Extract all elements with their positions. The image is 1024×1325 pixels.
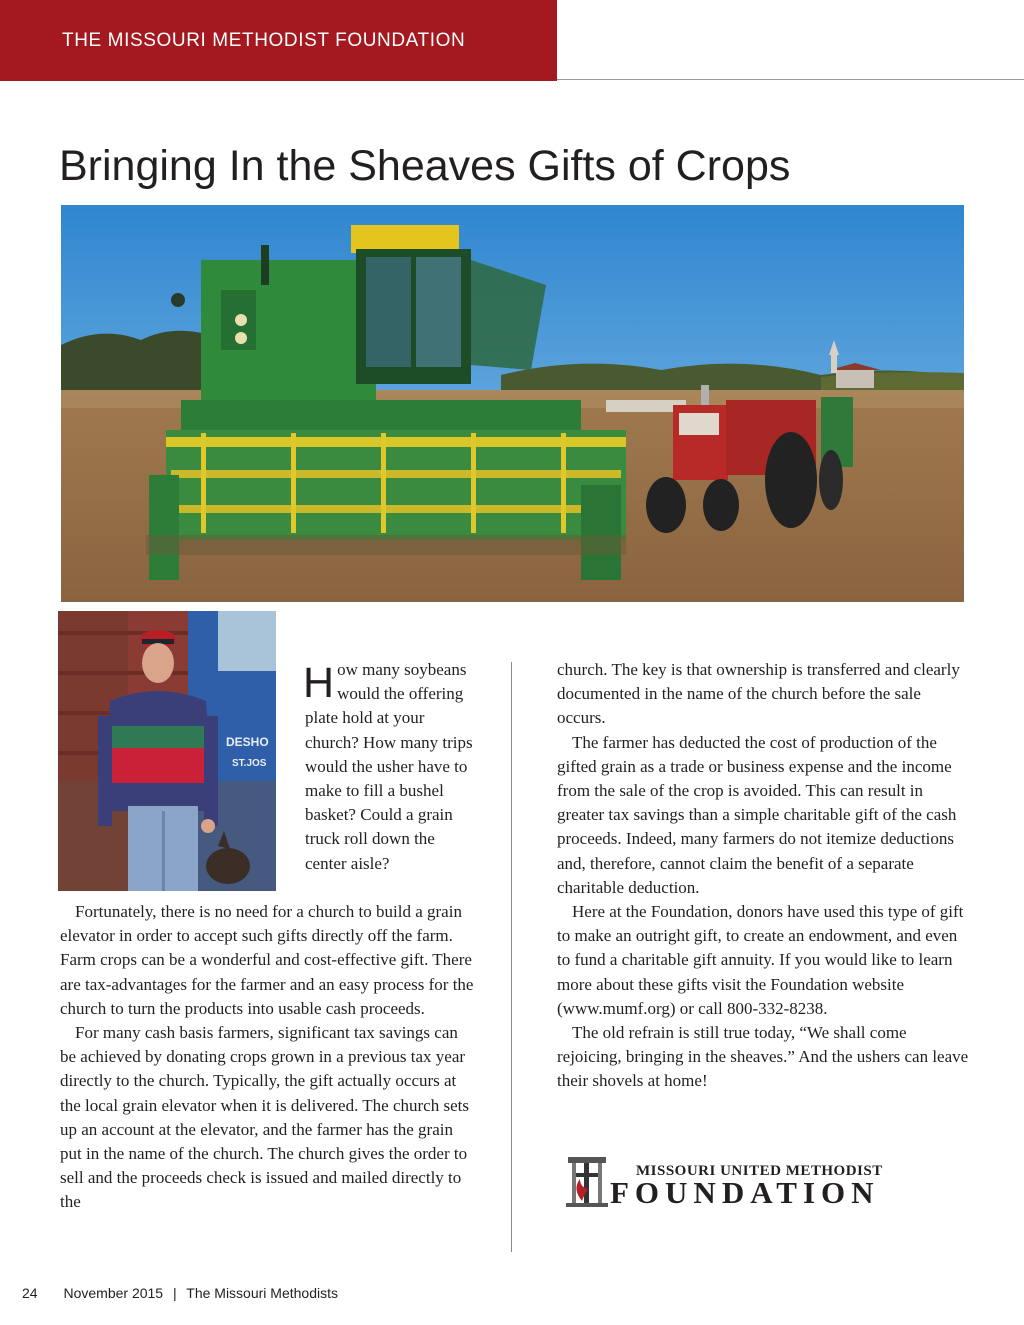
column-divider [511,662,512,1252]
publisher-name: THE MISSOURI METHODIST FOUNDATION [62,30,466,51]
body-paragraph: The farmer has deducted the cost of production of the gifted grain as a trade or business expense and the income from the sale of the crop is avoided. This can result in greater tax savings than a simple charitable gift of the cash proceeds. Indeed, many farmers do not itemize deductions and, therefore, cannot claim the benefit of a separate charitable deduction. [557,732,957,897]
body-paragraph: Here at the Foundation, donors have used this type of gift to make an outright gift, to create an endowment, and even to fund a charitable gift annuity. If you would like to learn more about these gifts visit the Foundation website (www.mumf.org) or call 800-332-8238. [557,902,964,1018]
page-footer [22,1285,338,1301]
drop-cap: H [303,659,335,707]
logo-line-1: MISSOURI UNITED METHODIST [636,1163,883,1179]
left-column [60,900,478,1215]
page-number: 24 [22,1285,38,1301]
farmer-portrait-illustration [58,611,276,891]
cross-and-flame-icon [566,1155,608,1207]
header-band [0,0,557,81]
issue-date: November 2015 [63,1285,164,1301]
body-paragraph: Fortunately, there is no need for a church to build a grain elevator in order to accept such gifts directly off the farm. Farm crops can be a wonderful and cost-effective gift. There are tax-advantages for the farmer and an easy process for the church to turn the products into usable cash proceeds. [60,902,474,1018]
svg-text:DESHO: DESHO [226,735,269,749]
footer-separator: | [172,1285,177,1301]
body-paragraph: For many cash basis farmers, significant tax savings can be achieved by donating crops grown in a previous tax year directly to the church. Typically, the gift actually occurs at the local grain elevator when it is delivered. The church sets up an account at the elevator, and the farmer has the grain put in the name of the church. The church gives the order to sell and the proceeds check is issued and mailed directly to the [60,1023,469,1212]
hero-photo-illustration [61,205,964,602]
lead-text-block [305,658,475,876]
farmer-portrait-photo [58,611,276,891]
lead-paragraph [305,658,475,876]
foundation-logo [566,1155,911,1210]
lead-text: ow many soybeans would the offering plate hold at your church? How many trips would the usher have to make to fill a bushel basket? Could a grain truck roll down the center aisle? [305,660,473,873]
logo-line-2: FOUNDATION [610,1175,880,1210]
header-rule [557,79,1024,80]
hero-photo [61,205,964,602]
publication-name: The Missouri Methodists [186,1285,338,1301]
article-title: Bringing In the Sheaves Gifts of Crops [59,142,791,190]
svg-text:ST.JOS: ST.JOS [232,758,267,769]
continued-paragraph: church. The key is that ownership is transferred and clearly documented in the name of the church before the sale occurs. [557,660,960,728]
right-column [557,658,972,1094]
body-paragraph: The old refrain is still true today, “We shall come rejoicing, bringing in the sheaves.” And the ushers can leave their shovels at home! [557,1023,969,1091]
